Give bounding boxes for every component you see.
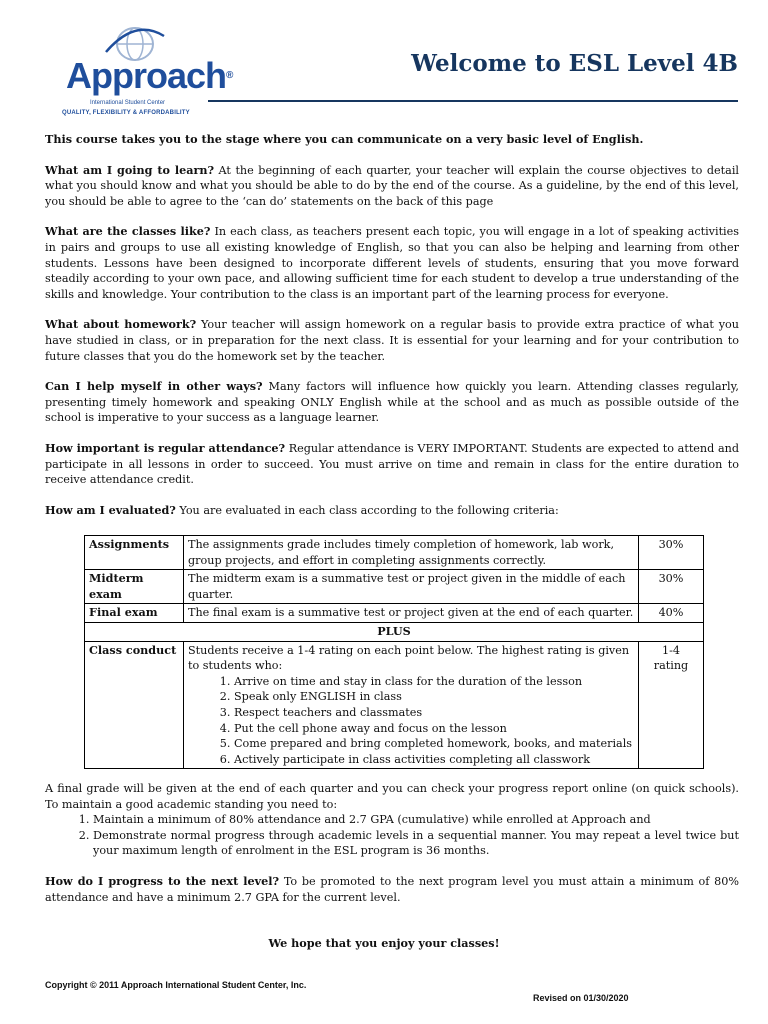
approach-logo	[60, 22, 233, 116]
plus-divider: PLUS	[85, 622, 704, 641]
list-item: 1. Arrive on time and stay in class for the duration of the lesson	[234, 674, 634, 690]
copyright-notice: Copyright © 2011 Approach International Student Center, Inc.	[45, 980, 307, 990]
criteria-weight: 1-4 rating	[639, 641, 704, 769]
section-heading: How am I evaluated?	[45, 502, 176, 517]
table-row	[85, 622, 704, 641]
section-classes	[45, 224, 739, 302]
page-title: Welcome to ESL Level 4B	[411, 50, 738, 77]
criteria-name: Midterm exam	[85, 570, 184, 604]
list-item: 5. Come prepared and bring completed homework, books, and materials	[234, 736, 634, 752]
final-grade-text: A final grade will be given at the end of each quarter and you can check your progress report online (on quick schools). To maintain a good academic standing you need to:	[45, 782, 739, 811]
criteria-name: Final exam	[85, 604, 184, 623]
section-heading: How do I progress to the next level?	[45, 874, 280, 888]
evaluation-criteria-table	[84, 535, 704, 769]
conduct-list	[188, 674, 634, 768]
section-heading: Can I help myself in other ways?	[45, 379, 263, 394]
list-item: 4. Put the cell phone away and focus on the lesson	[234, 721, 634, 737]
criteria-weight: 40%	[639, 604, 704, 623]
section-attendance	[45, 441, 739, 488]
criteria-name: Class conduct	[85, 641, 184, 769]
section-learn	[45, 163, 739, 210]
criteria-weight: 30%	[639, 536, 704, 570]
progress-section	[45, 874, 739, 905]
section-homework	[45, 317, 739, 364]
list-item: 2. Demonstrate normal progress through academic levels in a sequential manner. You may repeat a level twice but your maximum length of enrolment in the ESL program is 36 months.	[93, 828, 739, 859]
logo-wordmark: Approach®	[66, 55, 233, 96]
final-grade-section	[45, 781, 739, 859]
list-item: 6. Actively participate in class activities completing all classwork	[234, 752, 634, 768]
intro-statement: This course takes you to the stage where you can communicate on a very basic level of English.	[45, 132, 644, 146]
section-heading: What am I going to learn?	[45, 162, 215, 177]
conduct-intro: Students receive a 1-4 rating on each point below. The highest rating is given to students who:	[188, 643, 630, 673]
criteria-description: The final exam is a summative test or project given at the end of each quarter.	[184, 604, 639, 623]
standing-list	[45, 812, 739, 859]
criteria-description: The midterm exam is a summative test or project given in the middle of each quarter.	[184, 570, 639, 604]
list-item: 3. Respect teachers and classmates	[234, 705, 634, 721]
revision-date: Revised on 01/30/2020	[533, 993, 629, 1003]
criteria-description: The assignments grade includes timely completion of homework, lab work, group projects, and effort in completing assignments correctly.	[184, 536, 639, 570]
section-evaluation	[45, 503, 739, 519]
table-row	[85, 604, 704, 623]
section-text: You are evaluated in each class according to the following criteria:	[179, 503, 559, 517]
list-item: 1. Maintain a minimum of 80% attendance and 2.7 GPA (cumulative) while enrolled at Approach and	[93, 812, 739, 828]
logo-tagline: QUALITY, FLEXIBILITY & AFFORDABILITY	[62, 110, 190, 116]
closing-message: We hope that you enjoy your classes!	[268, 936, 500, 950]
criteria-description	[184, 641, 639, 769]
section-text: Regular attendance is VERY IMPORTANT. Students are expected to attend and participate in all lessons in order to succeed. You must arrive on time and remain in class for the entire duration to receive attendance credit.	[45, 441, 739, 487]
section-heading: How important is regular attendance?	[45, 440, 286, 455]
section-help	[45, 379, 739, 426]
section-text: Your teacher will assign homework on a regular basis to provide extra practice of what you have studied in class, or in preparation for the next class. It is essential for your learning and for your contribution to future classes that you do the homework set by the teacher.	[45, 318, 740, 363]
table-row	[85, 536, 704, 570]
section-text: In each class, as teachers present each topic, you will engage in a lot of speaking activities in pairs and groups to use all existing knowledge of English, so that you can also be helping and learning from other students. Lessons have been designed to incorporate different levels of students, ensuring that you move forward steadily according to your own pace, and allowing sufficient time for each student to develop a true understanding of the skills and knowledge. Your contribution to the class is an important part of the learning process for everyone.	[45, 225, 740, 301]
table-row	[85, 570, 704, 604]
section-heading: What about homework?	[45, 317, 197, 332]
criteria-weight: 30%	[639, 570, 704, 604]
section-text: Many factors will influence how quickly you learn. Attending classes regularly, presenting timely homework and speaking ONLY English while at the school and as much as possible outside of the school is imperative to your success as a language learner.	[45, 380, 739, 425]
criteria-name: Assignments	[85, 536, 184, 570]
section-heading: What are the classes like?	[45, 224, 211, 239]
intro-content	[45, 132, 739, 533]
section-text: To be promoted to the next program level you must attain a minimum of 80% attendance and have a minimum 2.7 GPA for the current level.	[45, 875, 739, 904]
list-item: 2. Speak only ENGLISH in class	[234, 689, 634, 705]
section-text: At the beginning of each quarter, your teacher will explain the course objectives to detail what you should know and what you should be able to do by the end of the course. As a guideline, by the end of this level, you should be able to agree to the ‘can do’ statements on the back of this page	[45, 163, 739, 208]
table-row	[85, 641, 704, 769]
title-underline	[208, 100, 738, 102]
logo-subtitle: International Student Center	[90, 100, 166, 106]
